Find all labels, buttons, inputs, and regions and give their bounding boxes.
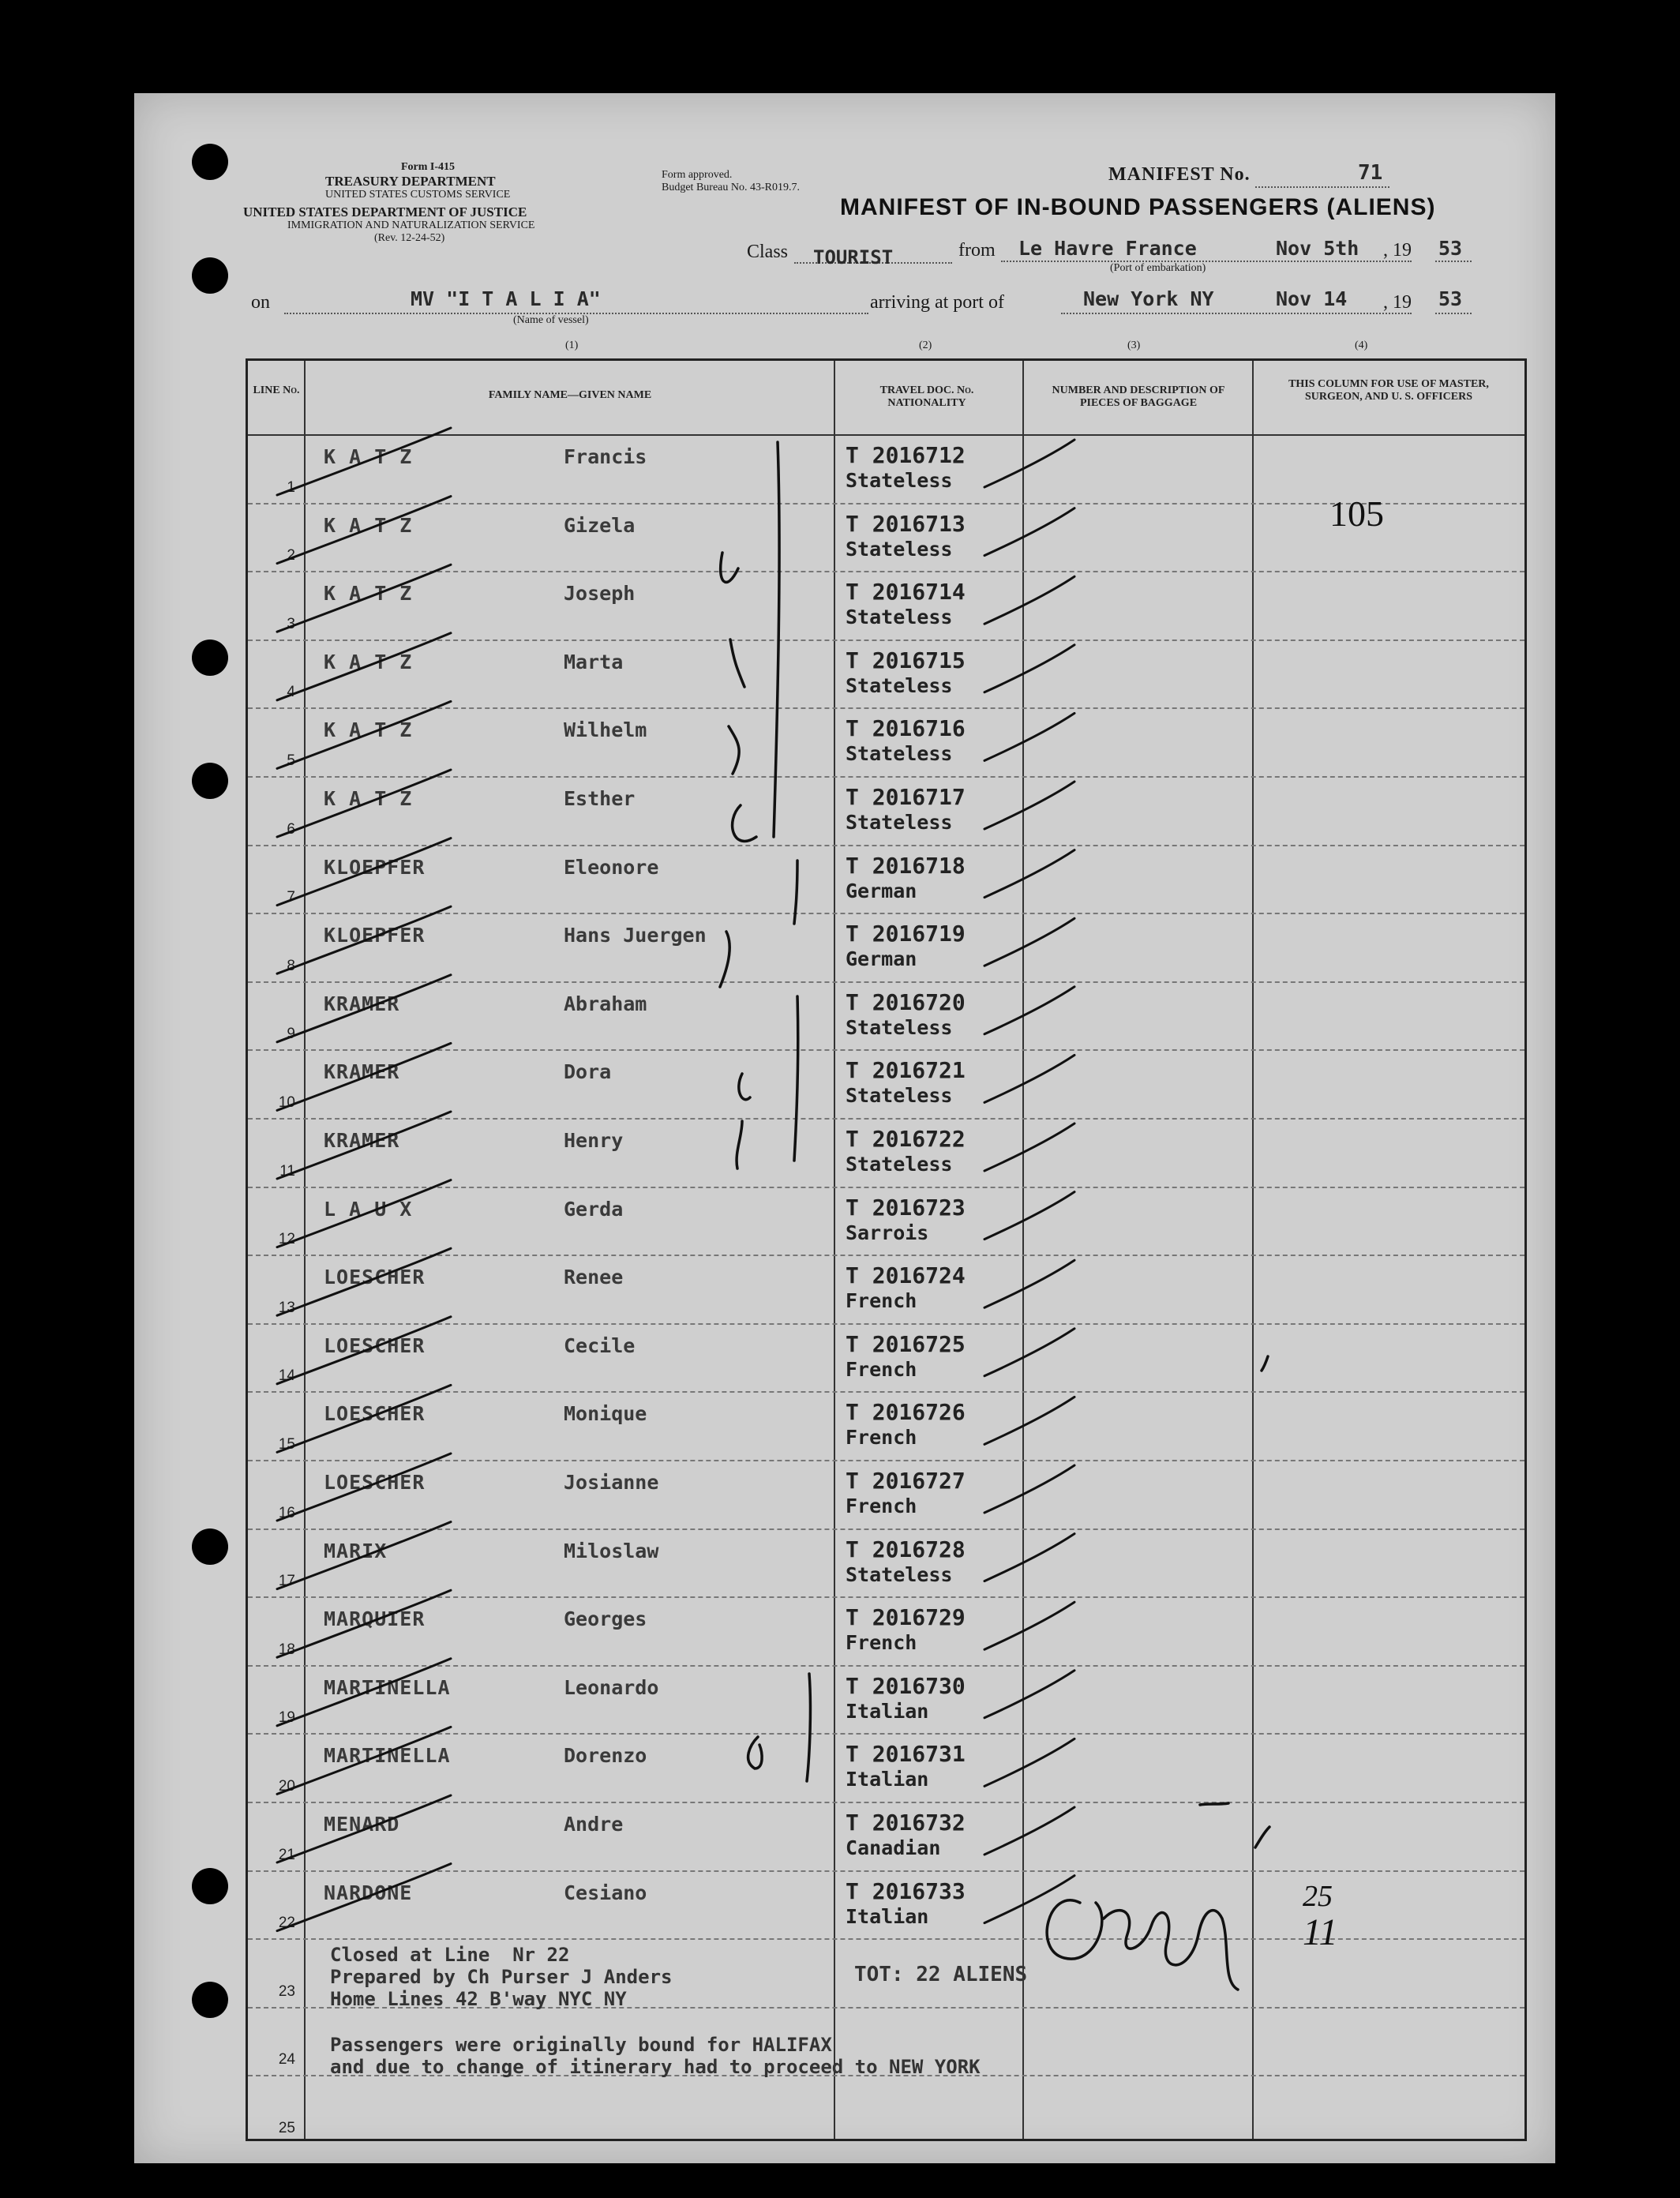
given-name: Andre: [564, 1813, 624, 1836]
nationality: German: [846, 947, 917, 971]
class-label: Class: [747, 242, 789, 262]
row-divider: [248, 1391, 1524, 1393]
line-number: 10: [278, 1094, 295, 1111]
given-name: Marta: [564, 650, 624, 673]
row-divider: [248, 640, 1524, 641]
family-name: LOESCHER: [324, 1333, 426, 1357]
row-divider: [248, 1460, 1524, 1461]
embark-year-prefix: , 19: [1383, 240, 1412, 261]
travel-doc-number: T 2016715: [846, 647, 966, 673]
treasury-label: TREASURY DEPARTMENT: [325, 174, 496, 189]
embark-year-line: [1435, 261, 1472, 262]
line-number: 11: [279, 1162, 295, 1180]
line-number: 24: [278, 2051, 295, 2069]
column-number-4: (4): [1355, 339, 1368, 351]
closing-line-4: Passengers were originally bound for HALIFAX: [330, 2034, 832, 2056]
officer-note: 105: [1329, 493, 1384, 534]
binder-hole: [192, 1528, 228, 1565]
row-divider: [248, 913, 1524, 914]
embark-line: [1001, 261, 1412, 262]
family-name: LOESCHER: [324, 1471, 426, 1494]
budget-label: Budget Bureau No. 43-R019.7.: [662, 182, 800, 193]
column-number-3: (3): [1127, 339, 1141, 351]
family-name: K A T Z: [324, 445, 413, 468]
nationality: Stateless: [846, 742, 953, 766]
row-divider: [248, 1733, 1524, 1735]
family-name: MARTINELLA: [324, 1675, 451, 1699]
travel-doc-number: T 2016727: [846, 1468, 966, 1494]
ins-label: IMMIGRATION AND NATURALIZATION SERVICE: [287, 219, 535, 231]
given-name: Gerda: [564, 1197, 624, 1221]
row-divider: [248, 1870, 1524, 1872]
family-name: MENARD: [324, 1813, 400, 1836]
nationality: Stateless: [846, 537, 953, 561]
column-divider: [304, 361, 306, 2139]
arrival-year-line: [1435, 313, 1472, 314]
family-name: MARQUIER: [324, 1607, 426, 1631]
line-number: 5: [287, 752, 295, 769]
header-line-no: LINE No.: [253, 384, 300, 396]
binder-hole: [192, 257, 228, 294]
given-name: Eleonore: [564, 855, 659, 879]
family-name: K A T Z: [324, 718, 413, 742]
travel-doc-number: T 2016723: [846, 1194, 966, 1221]
column-divider: [834, 361, 835, 2139]
line-number: 25: [278, 2120, 295, 2136]
nationality: Sarrois: [846, 1221, 929, 1244]
nationality: Stateless: [846, 811, 953, 834]
family-name: K A T Z: [324, 787, 413, 810]
column-number-2: (2): [919, 339, 932, 351]
line-number: 14: [278, 1367, 295, 1385]
nationality: Stateless: [846, 1562, 953, 1586]
travel-doc-number: T 2016718: [846, 852, 966, 879]
port-of-embarkation: Le Havre France: [1018, 237, 1197, 260]
family-name: K A T Z: [324, 513, 413, 537]
row-divider: [248, 1528, 1524, 1530]
line-number: 8: [287, 957, 295, 974]
given-name: Joseph: [564, 582, 636, 606]
nationality: Stateless: [846, 1015, 953, 1039]
row-divider: [248, 1802, 1524, 1803]
closing-line-3: Home Lines 42 B'way NYC NY: [330, 1988, 627, 2010]
family-name: LOESCHER: [324, 1266, 426, 1289]
line-number: 22: [278, 1915, 295, 1932]
line-number: 12: [278, 1231, 295, 1248]
travel-doc-number: T 2016722: [846, 1126, 966, 1152]
arrival-year-prefix: , 19: [1383, 292, 1412, 313]
vessel-name: MV "I T A L I A": [411, 287, 601, 310]
row-divider: [248, 1118, 1524, 1120]
given-name: Renee: [564, 1266, 624, 1289]
row-divider: [248, 1323, 1524, 1325]
family-name: KLOEPFER: [324, 855, 426, 879]
nationality: French: [846, 1631, 917, 1655]
travel-doc-number: T 2016721: [846, 1057, 966, 1084]
travel-doc-number: T 2016730: [846, 1672, 966, 1699]
line-number: 13: [278, 1299, 295, 1316]
row-divider: [248, 776, 1524, 778]
travel-doc-number: T 2016731: [846, 1741, 966, 1768]
nationality: French: [846, 1495, 917, 1517]
approval-label: Form approved.: [662, 169, 733, 181]
nationality: Stateless: [846, 1084, 953, 1108]
line-number: 9: [287, 1026, 295, 1043]
family-name: L A U X: [324, 1197, 413, 1221]
given-name: Monique: [564, 1402, 647, 1426]
line-number: 15: [278, 1436, 295, 1453]
given-name: Cecile: [564, 1333, 636, 1357]
line-number: 18: [278, 1641, 295, 1658]
line-number: 20: [278, 1778, 295, 1795]
row-divider: [248, 1596, 1524, 1598]
header-officers: THIS COLUMN FOR USE OF MASTER, SURGEON, AND U. S. OFFICERS: [1288, 378, 1489, 403]
travel-doc-number: T 2016713: [846, 510, 966, 537]
embark-date: Nov 5th: [1276, 237, 1359, 260]
line-number: 19: [278, 1709, 295, 1727]
given-name: Georges: [564, 1607, 647, 1631]
arrival-line: [1061, 313, 1412, 314]
vessel-caption: (Name of vessel): [513, 314, 589, 326]
row-divider: [248, 1255, 1524, 1256]
closing-line-5: and due to change of itinerary had to proceed to NEW YORK: [330, 2056, 981, 2078]
travel-doc-number: T 2016726: [846, 1399, 966, 1426]
manifest-number-line: [1255, 186, 1389, 188]
given-name: Henry: [564, 1129, 624, 1152]
given-name: Miloslaw: [564, 1539, 659, 1562]
row-divider: [248, 707, 1524, 709]
line-number: 17: [278, 1573, 295, 1590]
form-number: Form I-415: [401, 161, 456, 173]
travel-doc-number: T 2016725: [846, 1330, 966, 1357]
row-divider: [248, 1665, 1524, 1667]
class-value: TOURIST: [813, 246, 894, 268]
family-name: KRAMER: [324, 992, 400, 1015]
given-name: Leonardo: [564, 1675, 659, 1699]
nationality: Stateless: [846, 673, 953, 697]
family-name: KRAMER: [324, 1129, 400, 1152]
closing-line-2: Prepared by Ch Purser J Anders: [330, 1966, 673, 1988]
handwritten-annotation: 11: [1303, 1911, 1338, 1953]
arrival-port: New York NY: [1083, 287, 1214, 310]
travel-doc-number: T 2016729: [846, 1604, 966, 1631]
handwritten-annotation: 25: [1303, 1880, 1333, 1913]
travel-doc-number: T 2016732: [846, 1810, 966, 1836]
manifest-number-label: MANIFEST No.: [1108, 164, 1251, 185]
travel-doc-number: T 2016712: [846, 442, 966, 468]
row-divider: [248, 1187, 1524, 1188]
given-name: Josianne: [564, 1471, 659, 1494]
family-name: KLOEPFER: [324, 924, 426, 947]
column-number-1: (1): [565, 339, 579, 351]
arriving-label: arriving at port of: [870, 292, 1004, 313]
given-name: Dorenzo: [564, 1744, 647, 1768]
approval-block: [662, 169, 800, 194]
header-name: FAMILY NAME—GIVEN NAME: [488, 389, 652, 401]
line-number: 6: [287, 820, 295, 838]
family-name: K A T Z: [324, 582, 413, 606]
nationality: Italian: [846, 1768, 929, 1791]
nationality: French: [846, 1289, 917, 1313]
total-aliens: TOT: 22 ALIENS: [854, 1963, 1028, 1986]
family-name: KRAMER: [324, 1060, 400, 1084]
closing-line-1: Closed at Line Nr 22: [330, 1944, 570, 1966]
travel-doc-number: T 2016724: [846, 1262, 966, 1289]
column-divider: [1022, 361, 1024, 2139]
nationality: German: [846, 879, 917, 902]
line-number: 7: [287, 889, 295, 906]
given-name: Dora: [564, 1060, 612, 1084]
row-divider: [248, 845, 1524, 846]
line-number: 1: [287, 478, 295, 496]
nationality: Stateless: [846, 469, 953, 492]
given-name: Hans Juergen: [564, 924, 707, 947]
travel-doc-number: T 2016717: [846, 784, 966, 810]
on-label: on: [251, 292, 270, 313]
line-number: 4: [287, 684, 295, 701]
justice-label: UNITED STATES DEPARTMENT OF JUSTICE: [243, 204, 527, 219]
family-name: NARDONE: [324, 1881, 413, 1904]
row-divider: [248, 571, 1524, 572]
family-name: MARTINELLA: [324, 1744, 451, 1768]
binder-hole: [192, 144, 228, 180]
given-name: Esther: [564, 787, 636, 810]
family-name: MARIX: [324, 1539, 388, 1562]
arrival-date: Nov 14: [1276, 287, 1348, 310]
travel-doc-number: T 2016716: [846, 715, 966, 742]
revision-label: (Rev. 12-24-52): [374, 232, 445, 244]
customs-label: UNITED STATES CUSTOMS SERVICE: [325, 189, 511, 201]
binder-hole: [192, 640, 228, 676]
binder-hole: [192, 1868, 228, 1904]
family-name: K A T Z: [324, 650, 413, 673]
binder-hole: [192, 763, 228, 799]
given-name: Francis: [564, 445, 647, 468]
line-number: 2: [287, 547, 295, 565]
line-number: 3: [287, 615, 295, 632]
form-agency-block: [243, 161, 638, 245]
travel-doc-number: T 2016733: [846, 1877, 966, 1904]
row-divider: [248, 981, 1524, 983]
header-baggage: NUMBER AND DESCRIPTION OF PIECES OF BAGGAGE: [1052, 384, 1225, 409]
manifest-number: 71: [1358, 161, 1383, 185]
family-name: LOESCHER: [324, 1402, 426, 1426]
given-name: Gizela: [564, 513, 636, 537]
from-label: from: [958, 240, 996, 261]
nationality: French: [846, 1357, 917, 1381]
travel-doc-number: T 2016720: [846, 988, 966, 1015]
travel-doc-number: T 2016728: [846, 1536, 966, 1562]
line-number: 21: [278, 1846, 295, 1863]
nationality: Canadian: [846, 1836, 941, 1859]
given-name: Cesiano: [564, 1881, 647, 1904]
row-divider: [248, 1049, 1524, 1051]
column-divider: [1252, 361, 1254, 2139]
nationality: Italian: [846, 1699, 929, 1723]
arrival-year: 53: [1438, 287, 1463, 310]
manifest-title: MANIFEST OF IN-BOUND PASSENGERS (ALIENS): [840, 194, 1436, 220]
binder-hole: [192, 1982, 228, 2018]
nationality: Italian: [846, 1904, 929, 1928]
travel-doc-number: T 2016719: [846, 921, 966, 947]
port-caption: (Port of embarkation): [1110, 262, 1206, 274]
line-number: 16: [278, 1504, 295, 1521]
header-travel-doc: TRAVEL DOC. No. NATIONALITY: [879, 384, 974, 409]
passenger-table: [246, 358, 1527, 2141]
line-number: 23: [278, 1982, 295, 2000]
given-name: Abraham: [564, 992, 647, 1015]
nationality: Stateless: [846, 1153, 953, 1176]
header-divider: [248, 434, 1524, 436]
embark-year: 53: [1438, 237, 1463, 260]
nationality: Stateless: [846, 606, 953, 629]
travel-doc-number: T 2016714: [846, 579, 966, 606]
given-name: Wilhelm: [564, 718, 647, 742]
nationality: French: [846, 1426, 917, 1450]
